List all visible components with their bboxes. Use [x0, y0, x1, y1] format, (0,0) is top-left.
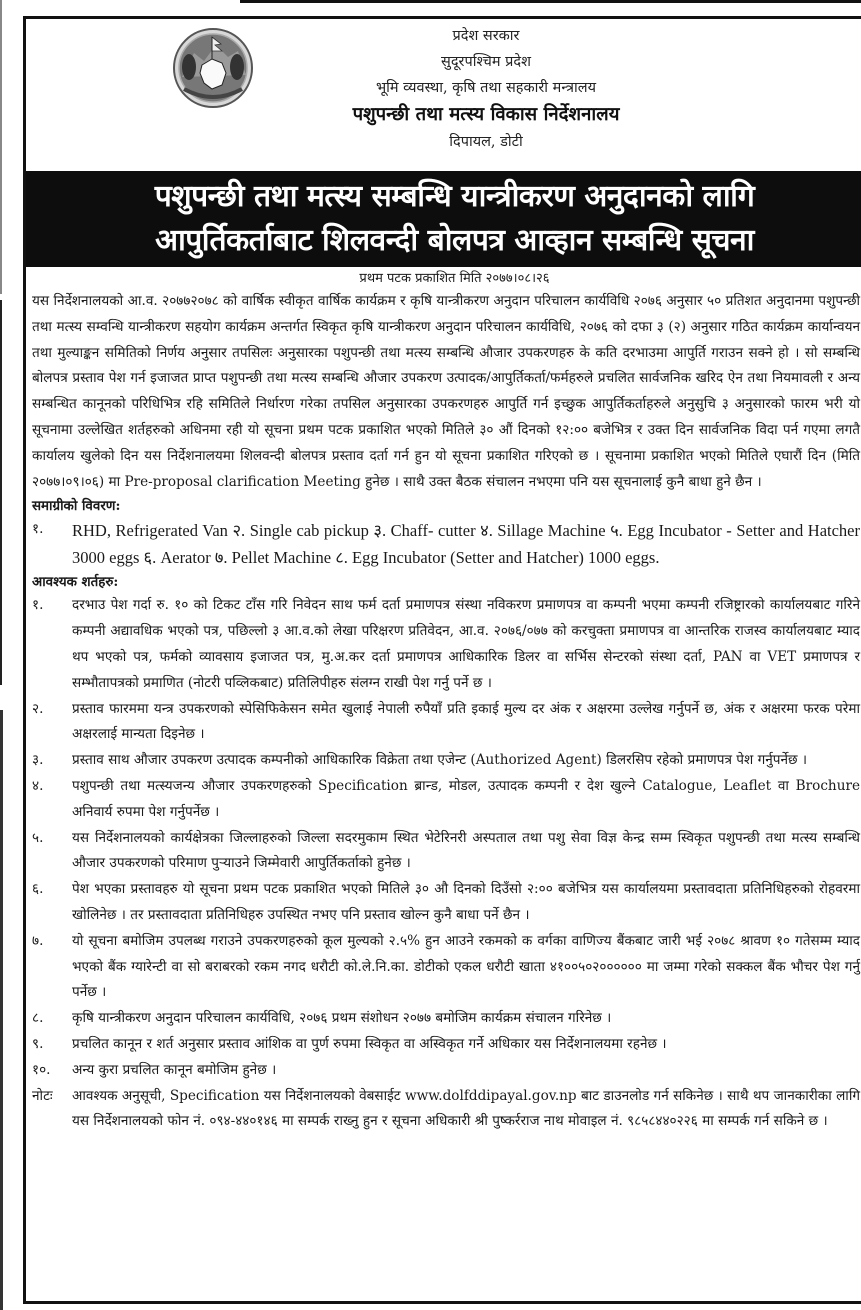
list-number: ७. [32, 932, 44, 949]
scan-edge [0, 300, 2, 685]
condition-item [32, 877, 860, 929]
list-number: ८. [32, 1010, 44, 1027]
condition-text: पशुपन्छी तथा मत्स्यजन्य औजार उपकरणहरुको Specification ब्रान्ड, मोडल, उत्पादक कम्पनी र देश खुल्ने Catalogue, Leaflet वा Brochure अनिवार्य रुपमा पेश गर्नुपर्नेछ । [72, 777, 860, 820]
condition-text: अन्य कुरा प्रचलित कानून बमोजिम हुनेछ । [72, 1061, 277, 1078]
scan-edge [0, 0, 2, 294]
notice-title-line-1: पशुपन्छी तथा मत्स्य सम्बन्धि यान्त्रीकरण अनुदानको लागि [154, 179, 755, 214]
conditions-heading: आवश्यक शर्तहरु: [32, 574, 119, 591]
office-name: पशुपन्छी तथा मत्स्य विकास निर्देशनालय [352, 104, 620, 125]
condition-item [32, 826, 860, 878]
list-number: १. [32, 597, 44, 614]
condition-text: प्रस्ताव फारममा यन्त्र उपकरणको स्पेसिफिकेसन समेत खुलाई नेपाली रुपैयाँ प्रति इकाई मुल्य दर अंक र अक्षरमा उल्लेख गर्नुपर्ने छ, अंक र अक्षरमा फरक परेमा अक्षरलाई मान्यता दिइनेछ । [72, 700, 860, 743]
condition-item [32, 697, 860, 749]
notice-title-line-2: आपुर्तिकर्ताबाट शिलवन्दी बोलपत्र आव्हान सम्बन्धि सूचना [155, 223, 754, 258]
list-number: १. [32, 521, 44, 538]
list-number: ९. [32, 1035, 44, 1052]
list-number: २. [32, 700, 44, 717]
notice-body [26, 289, 860, 1135]
scan-edge [0, 710, 3, 1310]
condition-text: यो सूचना बमोजिम उपलब्ध गराउने उपकरणहरुको कूल मुल्यको २.५% हुन आउने रकमको क वर्गका वाणिज्य बैंकबाट जारी भई २०७८ श्रावण १० गतेसम्म म्याद भएको बैंक ग्यारेन्टी वा सो बराबरको रकम नगद धरौटी को.ले.नि.का. डोटीको एकल धरौटी खाता ४१००५०२०००००० मा जम्मा गरेको सक्कल बैंक भौचर पेश गर्नु पर्नेछ । [72, 932, 860, 1001]
note-label: नोटः [32, 1087, 53, 1104]
materials-text: RHD, Refrigerated Van २. Single cab pickup ३. Chaff- cutter ४. Sillage Machine ५. Egg Incubator - Setter and Hatcher 3000 eggs ६. Aerator ७. Pellet Machine ८. Egg Incubator (Setter and Hatcher) 1000 eggs. [72, 521, 860, 568]
list-number: ५. [32, 829, 44, 846]
condition-text: कृषि यान्त्रीकरण अनुदान परिचालन कार्यविधि, २०७६ प्रथम संशोधन २०७७ बमोजिम कार्यक्रम संचालन गरिनेछ । [72, 1010, 612, 1027]
list-number: ४. [32, 777, 44, 794]
materials-heading: समाग्रीको विवरण: [32, 498, 121, 515]
materials-list [32, 517, 860, 571]
publication-date: प्रथम पटक प्रकाशित मिति २०७७।०८।२६ [359, 271, 550, 286]
top-rule [240, 0, 861, 3]
note-text: आवश्यक अनुसूची, Specification यस निर्देशनालयको वेबसाईट www.dolfddipayal.gov.np बाट डाउनलोड गर्न सकिनेछ । साथै थप जानकारीका लागि यस निर्देशनालयको फोन नं. ०९४-४४०१४६ मा सम्पर्क राख्नु हुन र सूचना अधिकारी श्री पुष्कर्रराज नाथ मोवाइल नं. ९८५८४४०२२६ मा सम्पर्क गर्न सकिने छ । [72, 1087, 860, 1130]
letterhead [26, 19, 861, 171]
notice-title-banner [26, 171, 861, 267]
condition-item [32, 1058, 860, 1084]
condition-text: पेश भएका प्रस्तावहरु यो सूचना प्रथम पटक प्रकाशित भएको मितिले ३० औ दिनको दिउँसो २:०० बजेभित्र यस कार्यालयमा प्रस्तावदाता प्रतिनिधिहरुको रोहवरमा खोलिनेछ । तर प्रस्तावदाता प्रतिनिधिहरु उपस्थित नभए पनि प्रस्ताव खोल्न कुनै बाधा पर्ने छैन । [72, 881, 860, 923]
condition-text: दरभाउ पेश गर्दा रु. १० को टिकट टाँस गरि निवेदन साथ फर्म दर्ता प्रमाणपत्र संस्था नविकरण प्रमाणपत्र वा कम्पनी भएमा कम्पनी रजिष्ट्रारको कार्यालयबाट गरिने कम्पनी अद्यावधिक भएको पत्र, पछिल्लो ३ आ.व.को लेखा परिक्षरण प्रतिवेदन, आ.व. २०७६/०७७ को करचुक्ता प्रमाणपत्र वा आन्तरिक राजस्व कार्यालयबाट म्याद थप भएको पत्र, फर्मको व्यावसाय इजाजत पत्र, मु.अ.कर दर्ता प्रमाणपत्र आधिकारिक डिलर वा सर्भिस सेन्टरको संस्था दर्ता, PAN वा VET प्रमाणपत्र र सम्भौतापत्रको प्रमाणित (नोटरी पव्लिकबाट) प्रतिलिपीहरु संलग्न राखी पेश गर्नु पर्ने छ । [72, 597, 861, 691]
condition-item [32, 774, 860, 826]
government-label: प्रदेश सरकार [452, 28, 520, 44]
condition-item [32, 929, 860, 1006]
province-label: सुदूरपश्चिम प्रदेश [441, 54, 531, 70]
condition-item [32, 1006, 860, 1032]
condition-item [32, 1032, 860, 1058]
list-number: ३. [32, 752, 44, 769]
condition-item [32, 748, 860, 774]
list-number: १०. [32, 1061, 51, 1078]
list-number: ६. [32, 881, 44, 898]
condition-text: यस निर्देशनालयको कार्यक्षेत्रका जिल्लाहरुको जिल्ला सदरमुकाम स्थित भेटेरिनरी अस्पताल तथा पशु सेवा विज्ञ केन्द्र सम्म स्विकृत पशुपन्छी तथा मत्स्य सम्बन्धि औजार उपकरणको परिमाण पुऱ्याउने जिम्मेवारी आपुर्तिकर्ताको हुनेछ । [72, 829, 860, 872]
condition-text: प्रचलित कानून र शर्त अनुसार प्रस्ताव आंशिक वा पुर्ण रुपमा स्विकृत वा अस्विकृत गर्ने अधिकार यस निर्देशनालयमा रहनेछ । [72, 1035, 667, 1052]
ministry-label: भूमि व्यवस्था, कृषि तथा सहकारी मन्त्रालय [375, 80, 597, 96]
intro-paragraph: यस निर्देशनालयको आ.व. २०७७२०७८ को वार्षिक स्वीकृत वार्षिक कार्यक्रम र कृषि यान्त्रीकरण अनुदान परिचालन कार्यविधि २०७६ अनुसार ५० प्रतिशत अनुदानमा पशुपन्छी तथा मत्स्य सम्वन्धि यान्त्रीकरण सहयोग कार्यक्रम अन्तर्गत स्विकृत कृषि यान्त्रीकरण अनुदान परिचालन कार्यविधि, २०७६ को दफा ३ (२) अनुसार गठित कार्यक्रम कार्यान्वयन तथा मुल्याङ्कन समितिको निर्णय अनुसार तपसिलः अनुसारका पशुपन्छी तथा मत्स्य सम्बन्धि औजार उपकरणहरु के कति दरभाउमा आपुर्ति गराउन सक्ने हो । सो सम्बन्धि बोलपत्र प्रस्ताव पेश गर्न इजाजत प्राप्त पशुपन्छी तथा मत्स्य सम्बन्धि औजार उपकरण उत्पादक/आपुर्तिकर्ता/फर्महरुले प्रचलित सार्वजनिक खरिद ऐन तथा नियमावली र अन्य सम्बन्धित कानूनको परिधिभित्र रहि समितिले निर्धारण गरेका तपसिल अनुसारका उपकरणहरु आपुर्ति गर्न इच्छुक आपुर्तिकर्ताहरुले अनुसुचि ३ अनुसारको फारम भरी यो सूचनामा उल्लेखित शर्तहरुको अधिनमा रही यो सूचना प्रथम पटक प्रकाशित भएको मितिले ३० औं दिनको १२:०० बजेभित्र र उक्त दिन सार्वजनिक विदा पर्न गएमा लगतै कार्यालय खुलेको दिन यस निर्देशनालयमा शिलवन्दी बोलपत्र प्रस्ताव दर्ता गर्न हुन यो सूचना प्रकाशित गरिएको छ । सूचनामा प्रकाशित भएको मितिले एघारौं दिन (मिति २०७७।०९।०६) मा Pre-proposal clarification Meeting हुनेछ । साथै उक्त बैठक संचालन नभएमा पनि यस सूचनालाई कुनै बाधा हुने छैन । [32, 293, 860, 490]
condition-item [32, 593, 860, 696]
notice-document [23, 16, 861, 1304]
condition-text: प्रस्ताव साथ औजार उपकरण उत्पादक कम्पनीको आधिकारिक विक्रेता तथा एजेन्ट (Authorized Agent) डिलरसिप रहेको प्रमाणपत्र पेश गर्नुपर्नेछ । [72, 752, 808, 769]
office-location: दिपायल, डोटी [449, 134, 523, 150]
note-block [32, 1084, 860, 1136]
